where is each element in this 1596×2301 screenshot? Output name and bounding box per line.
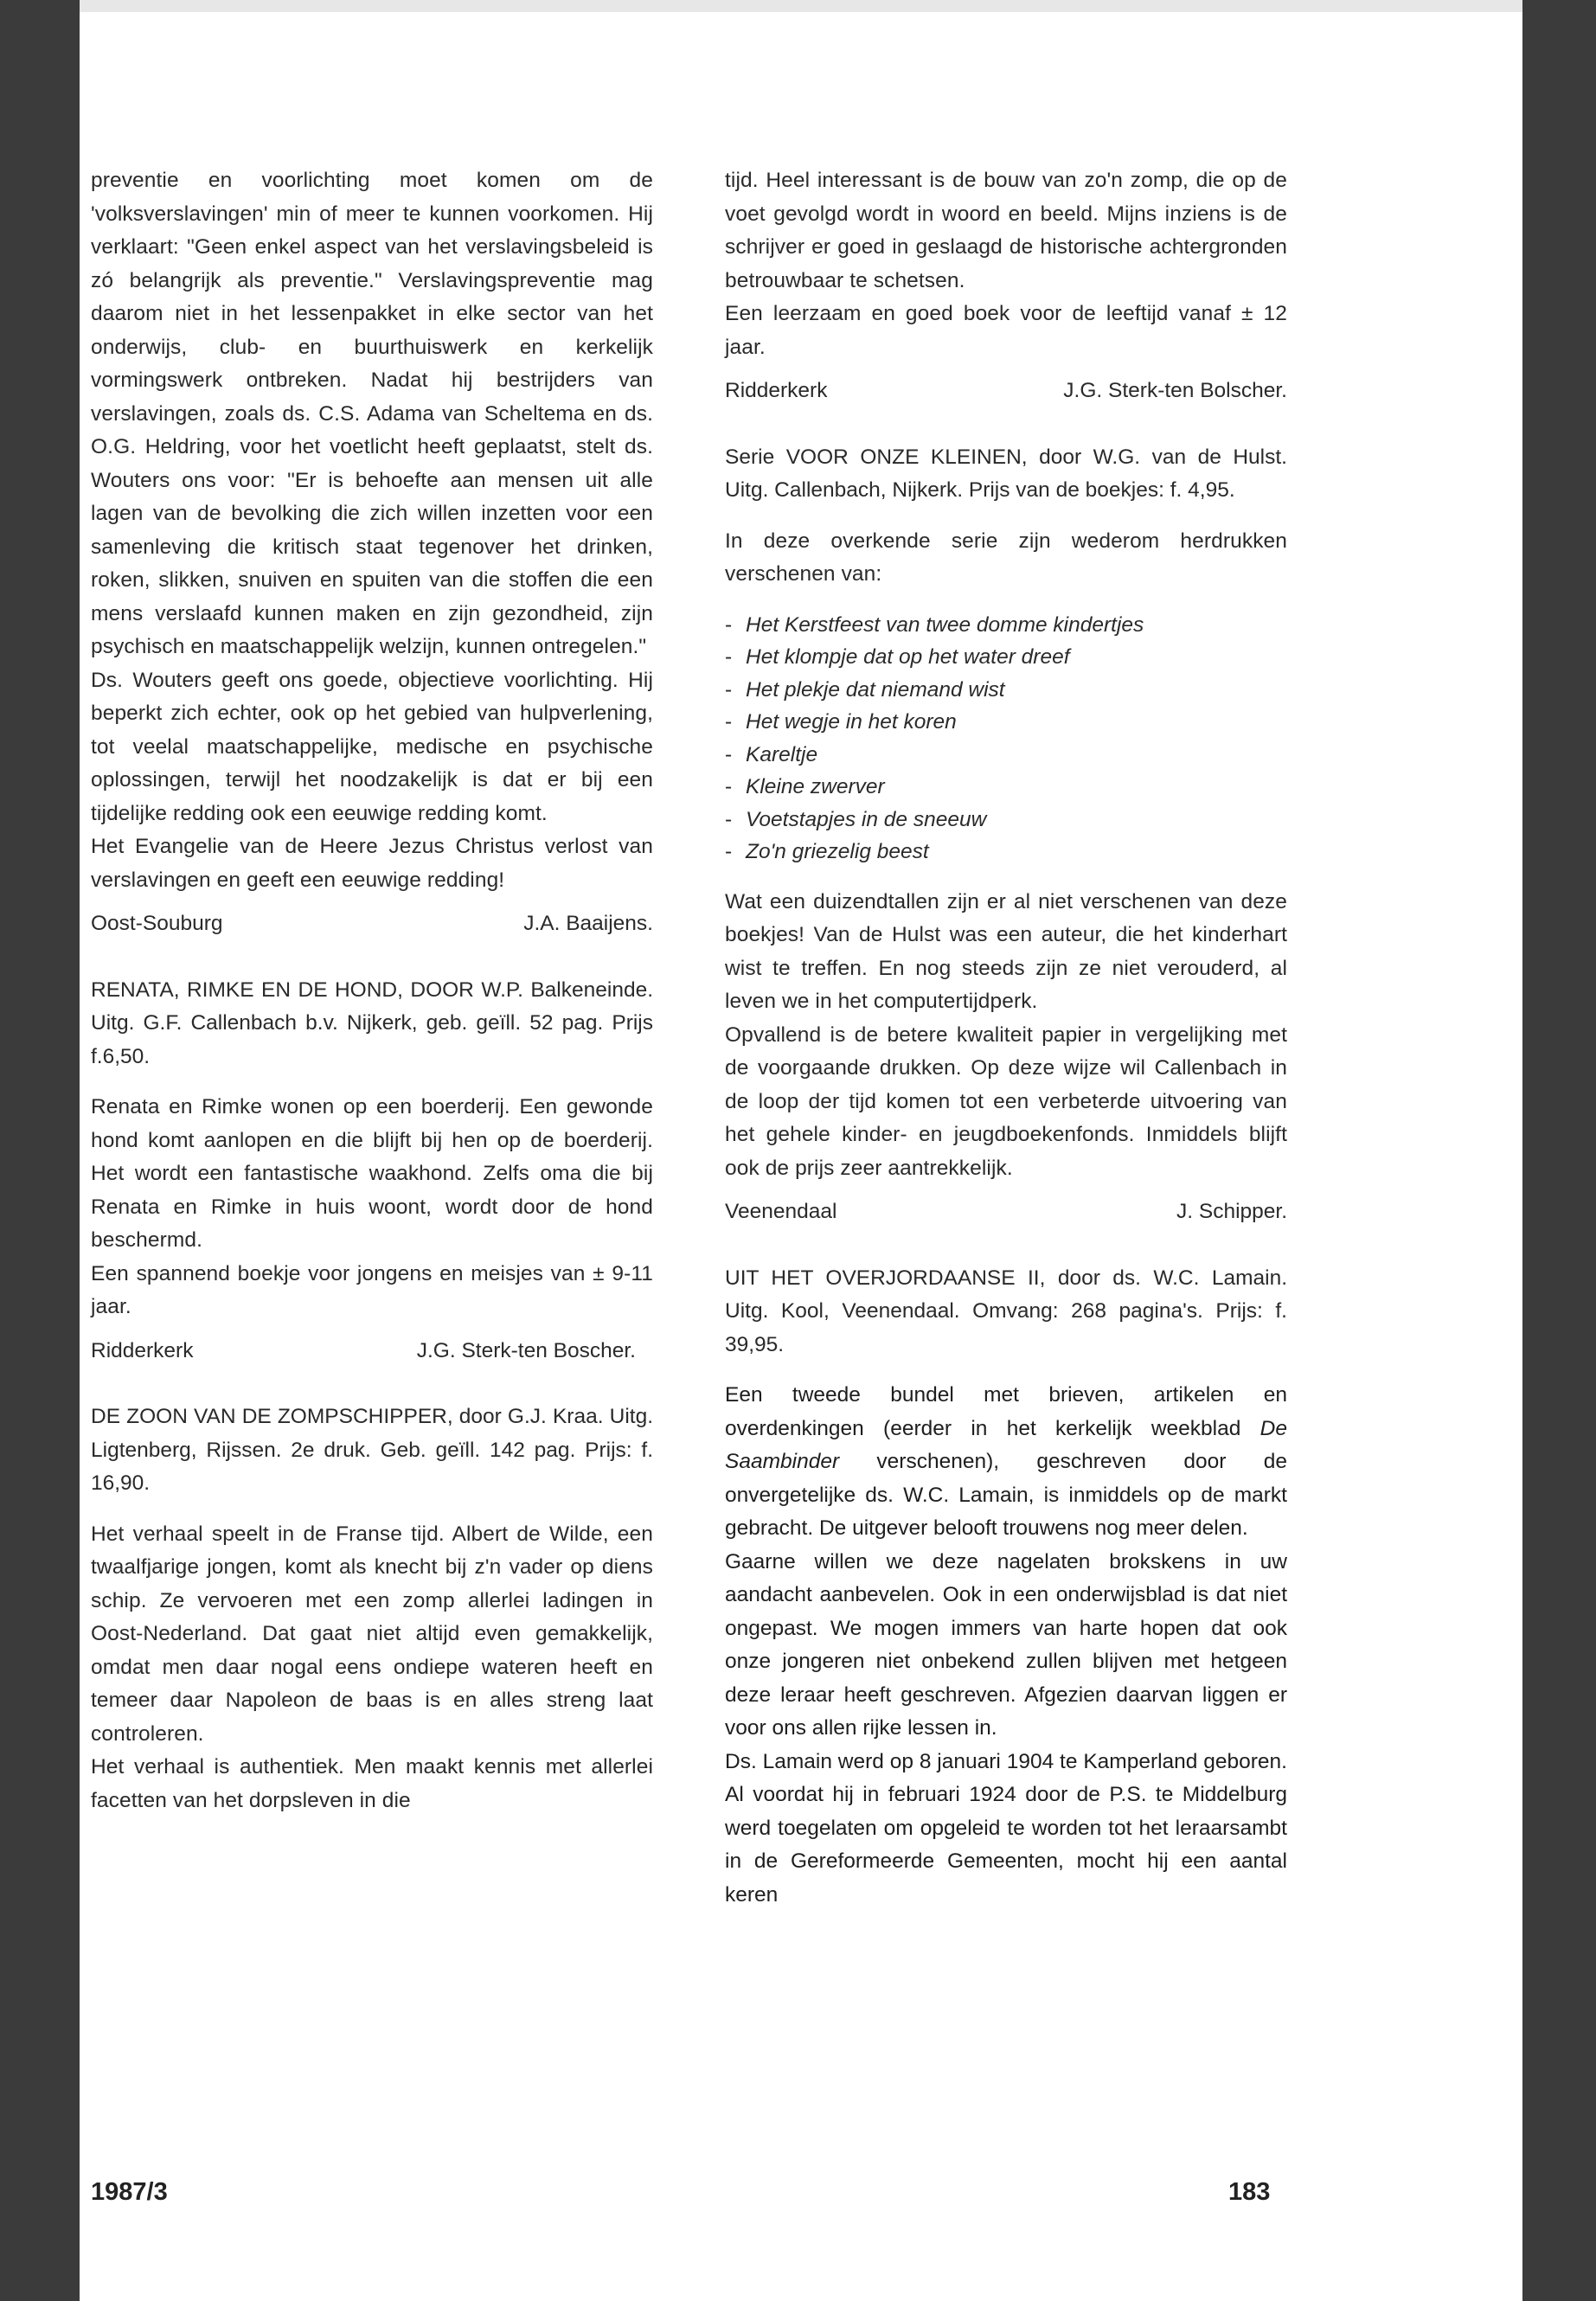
body-paragraph: Ds. Wouters geeft ons goede, objectieve voorlichting. Hij beperkt zich echter, ook op het gebied van hulpverlening, tot veelal maatschappelijke, medische en psychische oplossingen, terwijl het noodzakelijk is dat er bij een tijdelijke redding ook een eeuwige redding komt.	[91, 668, 653, 825]
review-heading: RENATA, RIMKE EN DE HOND, DOOR W.P. Balkeneinde. Uitg. G.F. Callenbach b.v. Nijkerk, geb. geïll. 52 pag. Prijs f.6,50.	[91, 977, 653, 1068]
page-number: 183	[1228, 2178, 1271, 2206]
list-item: - Voetstapjes in de sneeuw	[725, 807, 987, 831]
signature-place: Ridderkerk	[725, 379, 828, 402]
text-run: Een tweede bundel met brieven, artikelen en overdenkingen (eerder in het kerkelijk weekblad	[725, 1383, 1287, 1440]
body-paragraph: Het verhaal is authentiek. Men maakt kennis met allerlei facetten van het dorpsleven in die	[91, 1755, 653, 1812]
body-paragraph: In deze overkende serie zijn wederom herdrukken verschenen van:	[725, 529, 1287, 586]
list-item: - Het wegje in het koren	[725, 710, 957, 734]
body-paragraph: Opvallend is de betere kwaliteit papier in vergelijking met de voorgaande drukken. Op deze wijze wil Callenbach in de loop der tijd komen tot een verbeterde uitvoering van het gehele kinder- en jeugdboekenfonds. Inmiddels blijft ook de prijs zeer aantrekkelijk.	[725, 1022, 1287, 1180]
signature-place: Veenendaal	[725, 1200, 837, 1223]
issue-number: 1987/3	[91, 2178, 168, 2206]
book-title: Kareltje	[746, 742, 818, 766]
list-item: - Het Kerstfeest van twee domme kindertjes	[725, 612, 1144, 637]
body-paragraph	[725, 1379, 1287, 1546]
signature	[91, 1335, 653, 1368]
signature-name: J.G. Sterk-ten Bolscher.	[1063, 379, 1287, 402]
body-paragraph: Het verhaal speelt in de Franse tijd. Albert de Wilde, een twaalfjarige jongen, komt als knecht bij z'n vader op diens schip. Ze vervoeren met een zomp allerlei ladingen in Oost-Nederland. Dat gaat niet altijd even gemakkelijk, omdat men daar nogal eens ondiepe wateren heeft en temeer daar Napoleon de baas is en alles streng laat controleren.	[91, 1522, 653, 1746]
right-column	[725, 164, 1287, 1912]
body-paragraph: Renata en Rimke wonen op een boerderij. Een gewonde hond komt aanlopen en die blijft bij hen op de boerderij. Het wordt een fantastische waakhond. Zelfs oma die bij Renata en Rimke in huis woont, wordt door de hond beschermd.	[91, 1095, 653, 1252]
list-item: - Kleine zwerver	[725, 775, 885, 798]
review-heading: DE ZOON VAN DE ZOMPSCHIPPER, door G.J. Kraa. Uitg. Ligtenberg, Rijssen. 2e druk. Geb. geïll. 142 pag. Prijs: f. 16,90.	[91, 1405, 653, 1495]
signature-name: J.A. Baaijens.	[523, 912, 653, 935]
body-paragraph: tijd. Heel interessant is de bouw van zo'n zomp, die op de voet gevolgd wordt in woord en beeld. Mijns inziens is de schrijver er goed in geslaagd de historische achtergronden betrouwbaar te schetsen.	[725, 169, 1287, 292]
book-title: Het Kerstfeest van twee domme kindertjes	[746, 612, 1144, 637]
signature	[91, 907, 653, 941]
signature-place: Oost-Souburg	[91, 912, 223, 935]
book-title: Het klompje dat op het water dreef	[746, 645, 1070, 669]
book-title: Het plekje dat niemand wist	[746, 677, 1005, 702]
left-column	[91, 164, 653, 1817]
publication-title: De Saambinder	[725, 1416, 1287, 1473]
review-heading: Serie VOOR ONZE KLEINEN, door W.G. van de Hulst. Uitg. Callenbach, Nijkerk. Prijs van de boekjes: f. 4,95.	[725, 445, 1287, 502]
book-title: Zo'n griezelig beest	[746, 840, 929, 863]
list-item: - Het plekje dat niemand wist	[725, 677, 1005, 702]
signature-name: J.G. Sterk-ten Boscher.	[416, 1338, 636, 1362]
body-paragraph: preventie en voorlichting moet komen om de 'volksverslavingen' min of meer te kunnen voorkomen. Hij verklaart: "Geen enkel aspect van het verslavingsbeleid is zó belangrijk als preventie." Verslavingspreventie mag daarom niet in het lessenpakket in elke sector van het onderwijs, club- en buurthuiswerk en kerkelijk vormingswerk ontbreken. Nadat hij bestrijders van verslavingen, zoals ds. C.S. Adama van Scheltema en ds. O.G. Heldring, voor het voetlicht heeft geplaatst, stelt ds. Wouters ons voor: "Er is behoefte aan mensen uit alle lagen van de bevolking die zich willen inzetten voor een samenleving die kritisch staat tegenover het drinken, roken, slikken, snuiven en spuiten van die stoffen die een mens verslaafd kunnen maken en zijn gezondheid, zijn psychisch en maatschappelijk welzijn, kunnen ontregelen."	[91, 169, 653, 658]
book-title: Het wegje in het koren	[746, 710, 957, 734]
list-item: - Kareltje	[725, 742, 818, 766]
signature-name: J. Schipper.	[1176, 1200, 1287, 1223]
body-paragraph: Het Evangelie van de Heere Jezus Christus verlost van verslavingen en geeft een eeuwige redding!	[91, 835, 653, 892]
book-title: Kleine zwerver	[746, 775, 885, 798]
scan-edge	[80, 0, 1522, 12]
list-item: - Het klompje dat op het water dreef	[725, 645, 1070, 669]
list-item: - Zo'n griezelig beest	[725, 840, 929, 863]
body-paragraph: Wat een duizendtallen zijn er al niet verschenen van deze boekjes! Van de Hulst was een auteur, die het kinderhart wist te treffen. En nog steeds zijn ze niet verouderd, al leven we in het computertijdperk.	[725, 889, 1287, 1013]
body-paragraph: Een leerzaam en goed boek voor de leeftijd vanaf ± 12 jaar.	[725, 302, 1287, 359]
signature	[725, 375, 1287, 408]
text-run: verschenen), geschreven door de onvergetelijke ds. W.C. Lamain, is inmiddels op de markt gebracht. De uitgever belooft trouwens nog meer delen.	[725, 1450, 1287, 1540]
body-paragraph: Gaarne willen we deze nagelaten brokskens in uw aandacht aanbevelen. Ook in een onderwijsblad is dat niet ongepast. We mogen immers van harte hopen dat ook onze jongeren niet onbekend zullen blijven met hetgeen deze leraar heeft geschreven. Afgezien daarvan liggen er voor ons allen rijke lessen in.	[725, 1549, 1287, 1740]
review-heading: UIT HET OVERJORDAANSE II, door ds. W.C. Lamain. Uitg. Kool, Veenendaal. Omvang: 268 pagina's. Prijs: f. 39,95.	[725, 1266, 1287, 1356]
signature	[725, 1195, 1287, 1229]
book-title-list	[725, 609, 1287, 868]
body-paragraph: Een spannend boekje voor jongens en meisjes van ± 9-11 jaar.	[91, 1261, 653, 1318]
book-title: Voetstapjes in de sneeuw	[746, 807, 987, 831]
signature-place: Ridderkerk	[91, 1338, 194, 1362]
body-paragraph: Ds. Lamain werd op 8 januari 1904 te Kamperland geboren. Al voordat hij in februari 1924 door de P.S. te Middelburg werd toegelaten om opgeleid te worden tot het leraarsambt in de Gereformeerde Gemeenten, mocht hij een aantal keren	[725, 1749, 1287, 1907]
